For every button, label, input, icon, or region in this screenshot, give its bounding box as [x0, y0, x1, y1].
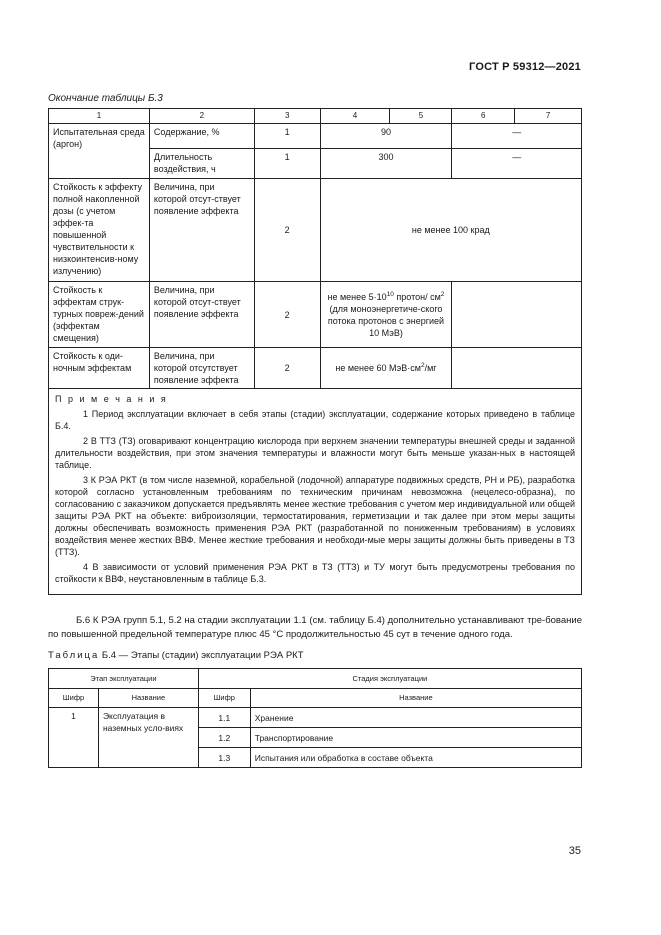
cell: Величина, при которой отсут-ствует появление эффекта — [149, 282, 254, 348]
cell — [452, 282, 582, 348]
cell: не менее $5\cdot 10^{10}$ протон/ $см^2$ (для моноэнергетиче-ского потока протонов с энергией 10 МэВ) — [320, 282, 452, 348]
cell: Стойкость к оди-ночным эффектам — [49, 348, 150, 389]
cell: Эксплуатация в наземных усло-виях — [98, 708, 198, 768]
header-cell: Шифр — [49, 689, 99, 708]
cell: — — [452, 124, 582, 149]
col-number: 1 — [49, 109, 150, 124]
cell: 1.3 — [198, 748, 250, 768]
cell: 1.1 — [198, 708, 250, 728]
notes-row — [49, 389, 582, 595]
cell: 1 — [49, 708, 99, 768]
cell: Длительность воздействия, ч — [149, 149, 254, 179]
cell: Стойкость к эффектам струк-турных повреж-дений (эффектам смещения) — [49, 282, 150, 348]
table-b3 — [48, 108, 582, 595]
col-number: 2 — [149, 109, 254, 124]
col-number: 6 — [452, 109, 515, 124]
table-header-row — [49, 689, 582, 708]
notes-title: П р и м е ч а н и я — [55, 394, 168, 404]
cell: Стойкость к эффекту полной накопленной дозы (с учетом эффек-та повышенной чувствительности к низкоинтенсив-ному излучению) — [49, 179, 150, 282]
cell: 2 — [254, 348, 320, 389]
cell: 1.2 — [198, 728, 250, 748]
note: 4 В зависимости от условий применения РЭА РКТ в ТЗ (ТТЗ) и ТУ могут быть предусмотрены требования по стойкости к ВВФ, неустановленным в таблице Б.3. — [55, 562, 575, 584]
column-numbers-row — [49, 109, 582, 124]
header-cell: Стадия эксплуатации — [198, 669, 581, 689]
cell: не менее 100 крад — [320, 179, 581, 282]
table-row — [49, 708, 582, 728]
cell: 2 — [254, 282, 320, 348]
cell: 90 — [320, 124, 452, 149]
note: 3 К РЭА РКТ (в том числе наземной, корабельной (лодочной) аппаратуре подвижных средств, РН и РБ), разработка которой согласно установленным требованиям по техническим причинам невозможна (нецелесо-образна), по согласованию с заказчиком допускается предъявлять менее жесткие требования с учетом мер индивидуальной или общей защиты РЭА РКТ на объекте: виброизоляции, термостатирования, герметизации и так далее при этом меры защиты должны обеспечивать возможность применения РЭА РКТ (разработанной по пониженным требованиям) в условиях воздействия менее жестких ВВФ. Менее жесткие требования и необходи-мые меры защиты должны быть приведены в ТЗ (ТТЗ). — [55, 475, 575, 557]
cell: 300 — [320, 149, 452, 179]
cell: Испытательная среда (аргон) — [49, 124, 150, 179]
cell: Испытания или обработка в составе объекта — [250, 748, 581, 768]
col-number: 7 — [515, 109, 582, 124]
table-row — [49, 124, 582, 149]
cell: Величина, при которой отсут-ствует появление эффекта — [149, 179, 254, 282]
cell: 1 — [254, 149, 320, 179]
table-row — [49, 348, 582, 389]
table-b4-caption: Таблица Б.4 — Этапы (стадии) эксплуатации РЭА РКТ — [48, 650, 304, 661]
paragraph-b6: Б.6 К РЭА групп 5.1, 5.2 на стадии эксплуатации 1.1 (см. таблицу Б.4) дополнительно устанавливают тре-бование по повышенной предельной температуре плюс 45 °С продолжительностью 45 сут в течение одного года. — [48, 615, 582, 640]
table-b3-caption: Окончание таблицы Б.3 — [48, 93, 163, 104]
header-cell: Название — [250, 689, 581, 708]
col-number: 4 — [320, 109, 390, 124]
header-cell: Шифр — [198, 689, 250, 708]
cell: Величина, при которой отсутствует появление эффекта — [149, 348, 254, 389]
cell: Транспортирование — [250, 728, 581, 748]
header-cell: Этап эксплуатации — [49, 669, 199, 689]
header-cell: Название — [98, 689, 198, 708]
col-number: 3 — [254, 109, 320, 124]
col-number: 5 — [390, 109, 452, 124]
document-id: ГОСТ Р 59312—2021 — [469, 61, 581, 73]
cell: — — [452, 149, 582, 179]
table-header-row — [49, 669, 582, 689]
note: 2 В ТТЗ (ТЗ) оговаривают концентрацию кислорода при верхнем значении температуры внешней среды и заданной длительности воздействия, при этом значения температуры и влажности могут быть меньше указан-ных в настоящей таблице. — [55, 436, 575, 470]
table-row — [49, 282, 582, 348]
table-row — [49, 179, 582, 282]
note: 1 Период эксплуатации включает в себя этапы (стадии) эксплуатации, содержание которых приведено в таблице Б.4. — [55, 409, 575, 431]
cell: 1 — [254, 124, 320, 149]
cell: не менее 60 $МэВ\cdot см^2/мг$ — [320, 348, 452, 389]
cell: 2 — [254, 179, 320, 282]
cell: Хранение — [250, 708, 581, 728]
page-number: 35 — [568, 845, 581, 857]
cell — [452, 348, 582, 389]
cell: Содержание, % — [149, 124, 254, 149]
notes-cell — [49, 389, 582, 595]
table-b4 — [48, 668, 582, 768]
